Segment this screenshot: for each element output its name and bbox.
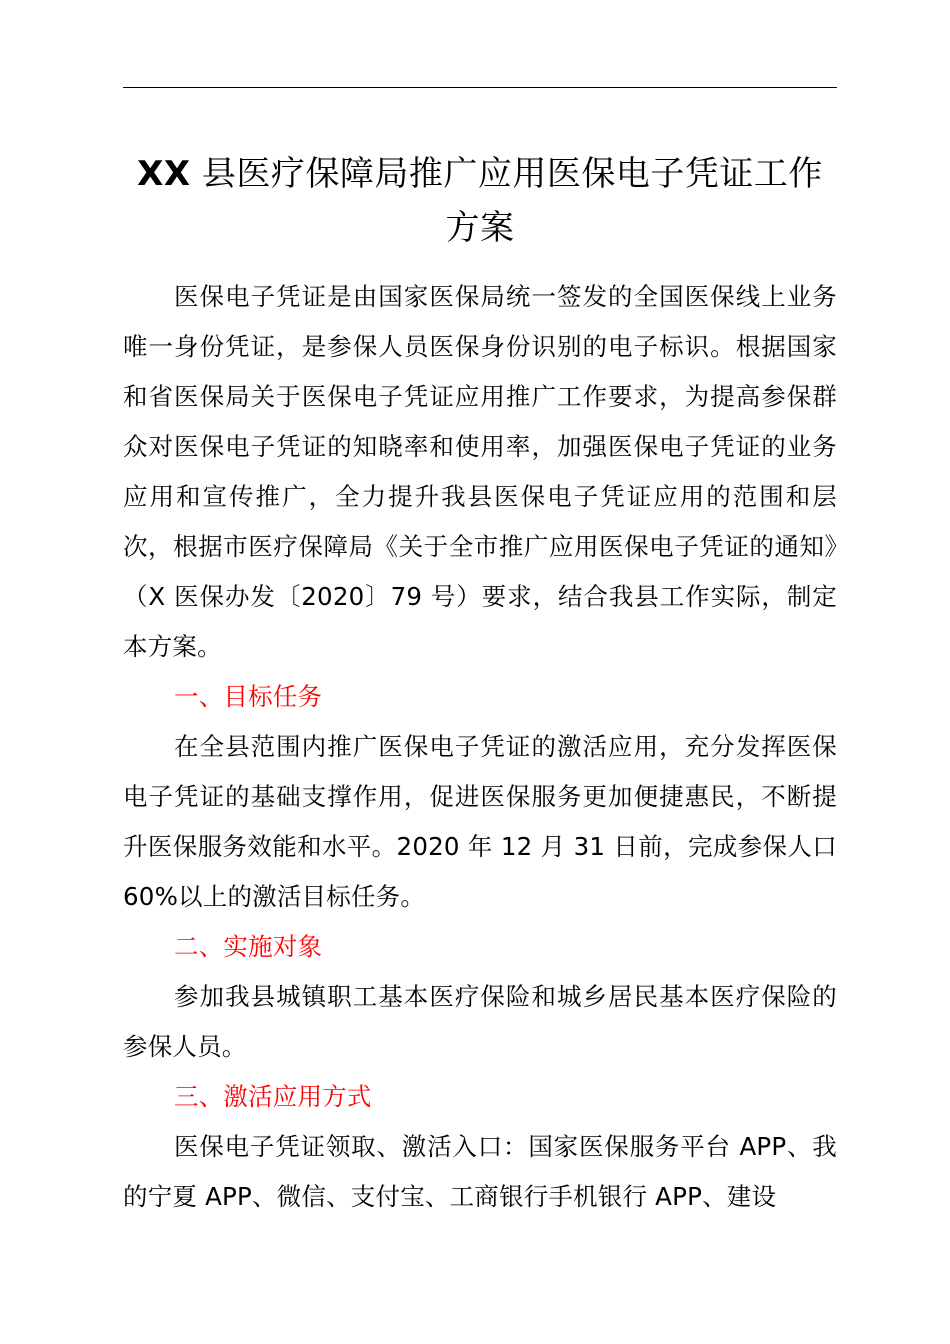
document-title <box>110 147 850 255</box>
intro-paragraph: 医保电子凭证是由国家医保局统一签发的全国医保线上业务唯一身份凭证，是参保人员医保身份识别的电子标识。根据国家和省医保局关于医保电子凭证应用推广工作要求，为提高参保群众对医保电子凭证的知晓率和使用率，加强医保电子凭证的业务应用和宣传推广，全力提升我县医保电子凭证应用的范围和层次，根据市医疗保障局《关于全市推广应用医保电子凭证的通知》（X 医保办发〔2020〕79 号）要求，结合我县工作实际，制定本方案。 <box>123 282 837 661</box>
section-heading-targets: 二、实施对象 <box>174 932 323 961</box>
section-body-goals: 在全县范围内推广医保电子凭证的激活应用，充分发挥医保电子凭证的基础支撑作用，促进医保服务更加便捷惠民，不断提升医保服务效能和水平。2020 年 12 月 31 日前，完成参保人口 60%以上的激活目标任务。 <box>123 732 837 911</box>
title-prefix: XX <box>137 154 191 194</box>
title-line-1 <box>110 147 850 201</box>
header-rule <box>123 87 837 88</box>
title-line-2: 方案 <box>445 208 515 248</box>
section-heading-activation: 三、激活应用方式 <box>174 1082 372 1111</box>
section-body-targets: 参加我县城镇职工基本医疗保险和城乡居民基本医疗保险的参保人员。 <box>123 982 837 1061</box>
document-body <box>123 272 837 1222</box>
section-heading-goals: 一、目标任务 <box>174 682 323 711</box>
section-body-activation: 医保电子凭证领取、激活入口：国家医保服务平台 APP、我的宁夏 APP、微信、支付宝、工商银行手机银行 APP、建设 <box>123 1132 837 1211</box>
title-line-1-text: 县医疗保障局推广应用医保电子凭证工作 <box>190 154 823 194</box>
